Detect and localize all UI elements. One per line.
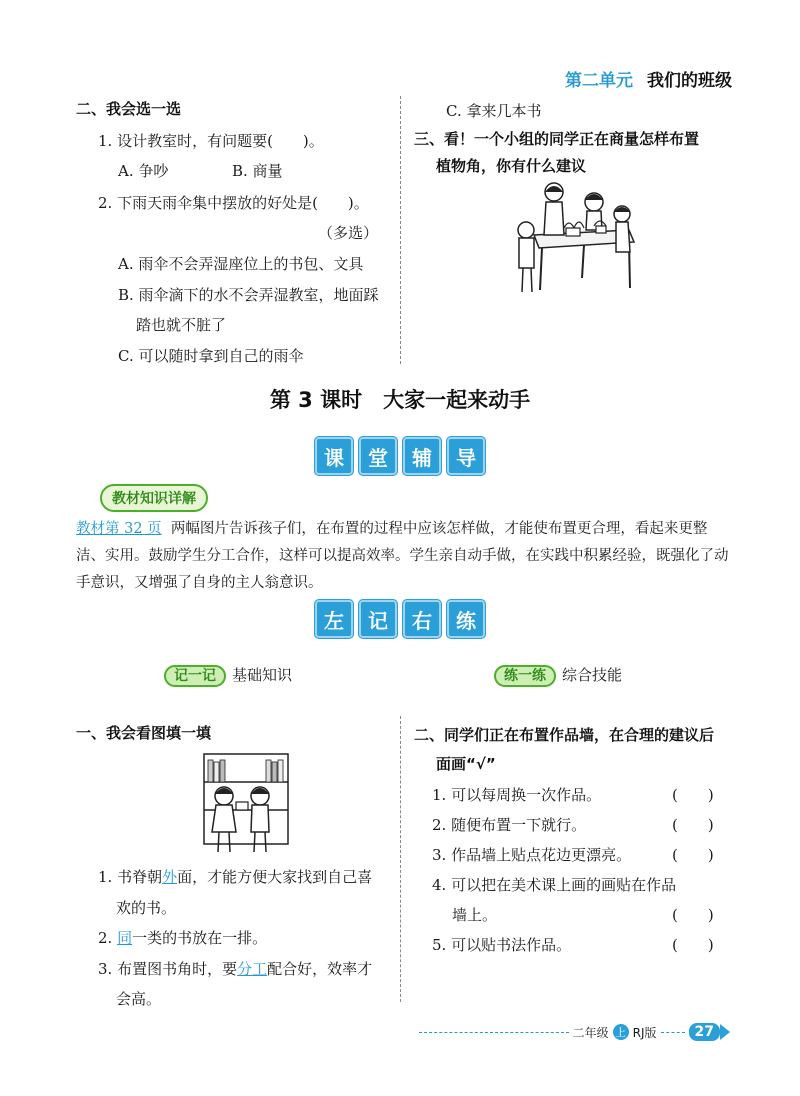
wall-item-3: 3. 作品墙上贴点花边更漂亮。 [432, 846, 632, 864]
fill-3-pre: 3. 布置图书角时，要 [98, 960, 238, 978]
footer-term: 上 [613, 1024, 629, 1040]
plant-corner-illustration [514, 180, 644, 300]
fill-1-post: 面，才能方便大家找到自己喜 [177, 868, 373, 886]
page-number: 27 [689, 1023, 720, 1041]
practice-pill: 练一练 [494, 665, 556, 687]
fill-3-post: 配合好，效率才 [267, 960, 373, 978]
answer-blank-5[interactable]: ( ) [672, 936, 714, 954]
textbook-page-ref: 教材第 32 页 [76, 521, 162, 537]
question-1: 1. 设计教室时，有问题要( )。 [98, 132, 324, 150]
footer-dotted-line [419, 1032, 569, 1033]
fill-line-3-cont: 会高。 [116, 990, 162, 1008]
banner-char: 练 [447, 600, 485, 638]
option-1b: B. 商量 [232, 162, 283, 180]
section-look-line2: 植物角，你有什么建议 [436, 157, 587, 175]
basic-knowledge-label: 基础知识 [232, 666, 293, 684]
fill-line-1-cont: 欢的书。 [116, 899, 177, 917]
section-fill: 一、我会看图填一填 [76, 724, 212, 742]
wall-item-4-cont: 墙上。 [452, 906, 498, 924]
multi-select-note: （多选） [318, 224, 379, 242]
fill-3-answer: 分工 [237, 960, 268, 978]
memorize-pill: 记一记 [164, 665, 226, 687]
banner-char: 右 [403, 600, 441, 638]
unit-title: 我们的班级 [647, 71, 732, 91]
section-choose: 二、我会选一选 [76, 100, 182, 118]
banner-class-guidance [0, 437, 800, 475]
textbook-knowledge-tag: 教材知识详解 [100, 484, 208, 512]
fill-1-pre: 1. 书脊朝 [98, 868, 163, 886]
unit-number: 第二单元 [565, 71, 633, 91]
column-divider-bottom [400, 716, 401, 1002]
banner-practice [0, 600, 800, 638]
lesson-title: 第 3 课时 大家一起来动手 [269, 388, 531, 412]
option-2b-cont: 踏也就不脏了 [136, 316, 227, 334]
option-1a: A. 争吵 [118, 162, 169, 180]
wall-item-2: 2. 随便布置一下就行。 [432, 816, 587, 834]
option-c-books: C. 拿来几本书 [446, 102, 542, 120]
footer-dotted-line-2 [661, 1032, 685, 1033]
banner-char: 记 [359, 600, 397, 638]
column-divider-top [400, 96, 401, 364]
fill-line-1 [98, 866, 372, 887]
skills-header [494, 664, 622, 685]
section-wall-line2: 面画“√” [436, 755, 496, 773]
footer-grade: 二年级 [572, 1025, 609, 1040]
skills-label: 综合技能 [562, 666, 623, 684]
banner-char: 导 [447, 437, 485, 475]
fill-1-answer: 外 [162, 868, 178, 886]
option-2b: B. 雨伞滴下的水不会弄湿教室，地面踩 [118, 286, 379, 304]
banner-char: 辅 [403, 437, 441, 475]
arrow-right-icon [720, 1024, 730, 1040]
fill-2-pre: 2. [98, 929, 118, 947]
fill-line-2 [98, 927, 267, 948]
fill-2-post: 一类的书放在一排。 [132, 929, 268, 947]
fill-2-answer: 同 [117, 929, 133, 947]
book-corner-illustration [196, 752, 296, 856]
explanation-paragraph [76, 516, 730, 597]
banner-char: 左 [315, 600, 353, 638]
page-footer [419, 1023, 730, 1041]
answer-blank-1[interactable]: ( ) [672, 786, 714, 804]
question-2: 2. 下雨天雨伞集中摆放的好处是( )。 [98, 194, 369, 212]
section-wall-line1: 二、同学们正在布置作品墙，在合理的建议后 [414, 726, 715, 744]
option-2c: C. 可以随时拿到自己的雨伞 [118, 347, 304, 365]
answer-blank-3[interactable]: ( ) [672, 846, 714, 864]
wall-item-1: 1. 可以每周换一次作品。 [432, 786, 602, 804]
fill-line-3 [98, 958, 372, 979]
banner-char: 堂 [359, 437, 397, 475]
section-look-line1: 三、看！一个小组的同学正在商量怎样布置 [414, 130, 700, 148]
wall-item-5: 5. 可以贴书法作品。 [432, 936, 572, 954]
banner-char: 课 [315, 437, 353, 475]
basic-knowledge-header [164, 664, 292, 685]
answer-blank-4[interactable]: ( ) [672, 906, 714, 924]
footer-edition: RJ版 [632, 1025, 657, 1040]
option-2a: A. 雨伞不会弄湿座位上的书包、文具 [118, 255, 364, 273]
explanation-text: 两幅图片告诉孩子们，在布置的过程中应该怎样做，才能使布置更合理，看起来更整洁、实用。鼓励学生分工合作，这样可以提高效率。学生亲自动手做，在实践中积累经验，既强化了动手意识，又增强了自身的主人翁意识。 [76, 521, 729, 591]
unit-header [565, 66, 732, 91]
answer-blank-2[interactable]: ( ) [672, 816, 714, 834]
wall-item-4: 4. 可以把在美术课上画的画贴在作品 [432, 876, 677, 894]
